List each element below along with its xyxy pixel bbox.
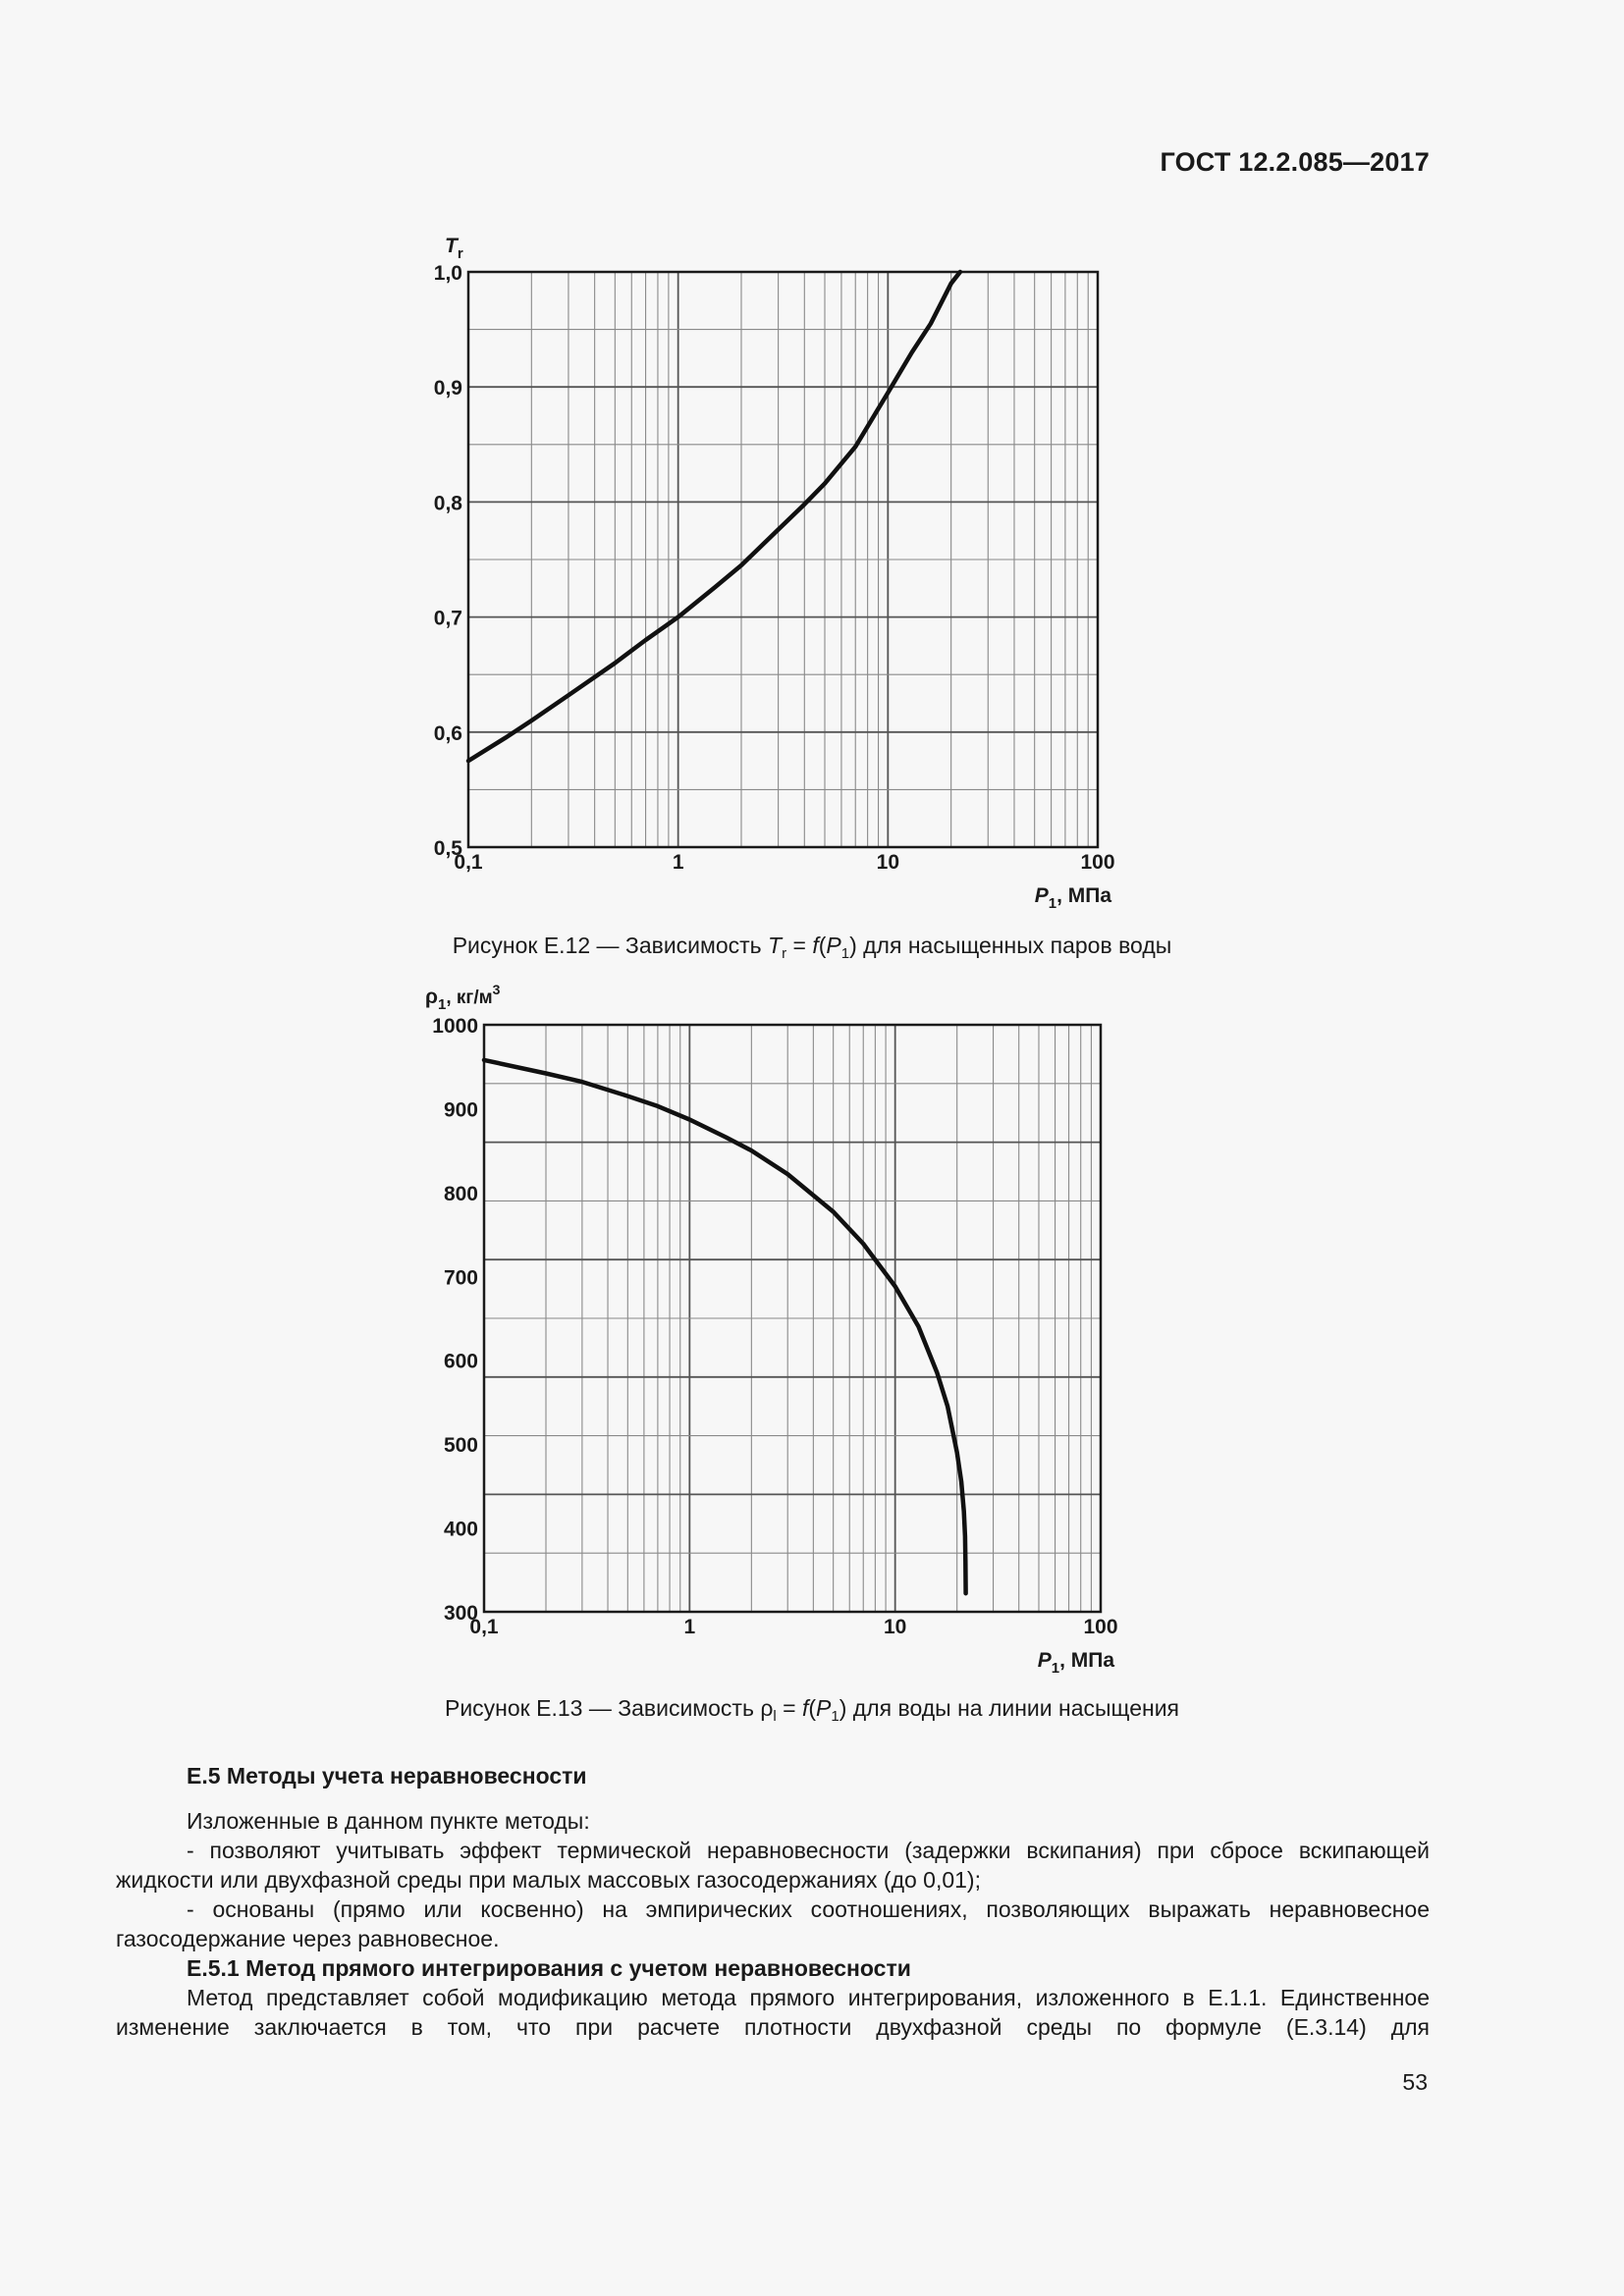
x-axis-label: $P_1$, МПа: [1034, 884, 1111, 912]
y-tick-label: 1,0: [433, 262, 462, 285]
x-tick-label: 100: [1080, 851, 1115, 874]
data-curve: [468, 272, 960, 761]
data-curve: [484, 1060, 966, 1593]
x-tick-label: 10: [883, 1616, 907, 1638]
y-tick-label: 400: [443, 1518, 478, 1541]
y-tick-label: 1000: [432, 1015, 478, 1038]
y-tick-label: 300: [443, 1602, 478, 1625]
chart-1: [468, 272, 1098, 847]
document-header: ГОСТ 12.2.085—2017: [1160, 147, 1430, 177]
y-axis-label: $T_r$: [445, 235, 463, 262]
figure-13-caption: Рисунок Е.13 — Зависимость $\rho_l = f(P_1)$ для воды на линии насыщения: [444, 1695, 1179, 1725]
x-tick-label: 100: [1083, 1616, 1118, 1638]
y-tick-label: 0,8: [433, 492, 462, 515]
y-tick-label: 600: [443, 1350, 478, 1373]
x-axis-label: $P_1$, МПа: [1037, 1649, 1114, 1677]
y-tick-label: 0,5: [433, 837, 462, 860]
section-paragraph: Метод представляет собой модификацию метода прямого интегрирования, изложенного в Е.1.1. Единственное изменение заключается в том, что при расчете плотности двухфазной среды по формуле (Е.3.14) для: [116, 1985, 1430, 2040]
section-intro: Изложенные в данном пункте методы:: [187, 1808, 590, 1834]
y-tick-label: 0,7: [433, 607, 462, 630]
y-tick-label: 900: [443, 1098, 478, 1122]
x-tick-label: 1: [683, 1616, 696, 1638]
x-tick-label: 10: [876, 851, 900, 874]
y-tick-label: 500: [443, 1434, 478, 1458]
bullet-item: - основаны (прямо или косвенно) на эмпирических соотношениях, позволяющих выражать неравновесное газосодержание через равновесное.: [116, 1896, 1430, 1951]
y-axis-label: $\rho_1$, $кг/м^3$: [425, 982, 501, 1013]
chart-2: [484, 1025, 1101, 1612]
x-tick-label: 0,1: [469, 1616, 499, 1638]
y-tick-label: 0,9: [433, 377, 462, 400]
figure-12-caption: Рисунок Е.12 — Зависимость $T_r = f(P_1)$ для насыщенных паров воды: [452, 933, 1172, 962]
page-number: 53: [1402, 2069, 1428, 2095]
y-tick-label: 700: [443, 1266, 478, 1290]
bullet-item: - позволяют учитывать эффект термической неравновесности (задержки вскипания) при сбросе вскипающей жидкости или двухфазной среды при малых массовых газосодержаниях (до 0,01);: [116, 1838, 1430, 1893]
y-tick-label: 800: [443, 1182, 478, 1205]
subsection-heading: Е.5.1 Метод прямого интегрирования с учетом неравновесности: [187, 1955, 911, 1981]
y-tick-label: 0,6: [433, 721, 462, 745]
section-body: [116, 1761, 1430, 2042]
x-tick-label: 0,1: [454, 851, 483, 874]
x-tick-label: 1: [672, 851, 684, 874]
section-heading: Е.5 Методы учета неравновесности: [187, 1763, 587, 1789]
